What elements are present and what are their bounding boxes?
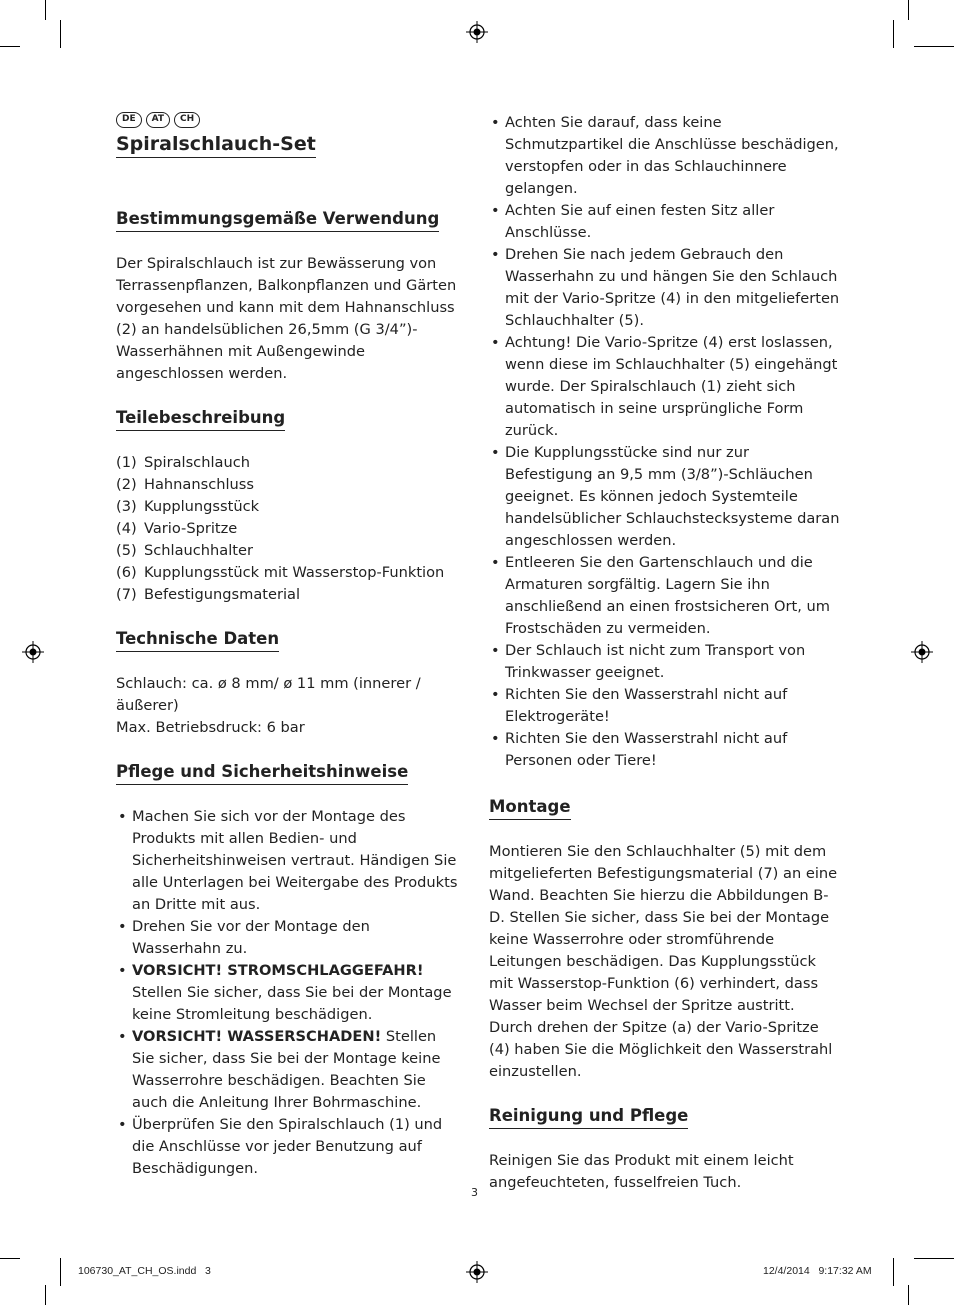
cleaning-text: Reinigen Sie das Produkt mit einem leicht angefeuchteten, fusselfreien Tuch. <box>489 1152 794 1191</box>
bullet-text: Stellen Sie sicher, dass Sie bei der Montage keine Wasserrohre beschädigen. Beachten Sie auch die Anleitung Ihrer Bohrmaschine. <box>132 1028 441 1111</box>
part-number: (1) <box>116 454 137 471</box>
bullet-text: Machen Sie sich vor der Montage des Produkts mit allen Bedien- und Sicherheitshinweisen vertraut. Händigen Sie alle Unterlagen bei Weitergabe des Produkts an Dritte mit aus. <box>132 808 458 913</box>
bullet-text: Achten Sie auf einen festen Sitz aller Anschlüsse. <box>505 202 775 241</box>
bullet-text: Achten Sie darauf, dass keine Schmutzpartikel die Anschlüsse beschädigen, verstopfen oder in das Schlauchinnere gelangen. <box>505 114 839 197</box>
parts-list <box>116 452 461 606</box>
tech-hose-size: Schlauch: ca. ø 8 mm/ ø 11 mm (innerer / äußerer) <box>116 675 421 714</box>
bullet-text: Richten Sie den Wasserstrahl nicht auf Elektrogeräte! <box>505 686 788 725</box>
bullet-item <box>116 1026 461 1114</box>
part-label: Vario-Spritze <box>144 520 238 537</box>
bullet-text: Drehen Sie vor der Montage den Wasserhahn zu. <box>132 918 370 957</box>
part-number: (2) <box>116 476 137 493</box>
care-list-left <box>116 806 461 1180</box>
usage-text: Der Spiralschlauch ist zur Bewässerung von Terrassenpflanzen, Balkonpflanzen und Gärten vorgesehen und kann mit dem Hahnanschluss (2) an handelsüblichen 26,5mm (G 3/4”)-Wasserhähnen mit Außengewinde angeschlossen werden. <box>116 255 457 382</box>
page-number: 3 <box>471 1186 478 1199</box>
registration-mark-icon <box>466 21 488 43</box>
bullet-text: Drehen Sie nach jedem Gebrauch den Wasserhahn zu und hängen Sie den Schlauch mit der Vario-Spritze (4) in den mitgelieferten Schlauchhalter (5). <box>505 246 840 329</box>
right-column <box>489 112 841 1216</box>
part-label: Schlauchhalter <box>144 542 254 559</box>
part-number: (6) <box>116 564 137 581</box>
warning-label: VORSICHT! WASSERSCHADEN! <box>132 1028 382 1045</box>
bullet-item <box>116 916 461 960</box>
bullet-text: Entleeren Sie den Gartenschlauch und die Armaturen sorgfältig. Lagern Sie ihn anschließend an einen frostsicheren Ort, um Frostschäden zu vermeiden. <box>505 554 830 637</box>
crop-mark <box>60 1258 61 1286</box>
left-column <box>116 112 461 1202</box>
crop-mark <box>0 1258 20 1259</box>
country-badge-ch: CH <box>174 112 200 128</box>
parts-list-item <box>116 584 461 606</box>
crop-mark <box>893 20 894 48</box>
bullet-item <box>489 332 841 442</box>
registration-mark-icon <box>911 641 933 663</box>
crop-mark <box>914 1258 954 1259</box>
heading-tech: Technische Daten <box>116 628 279 652</box>
footer-timestamp: 12/4/2014 9:17:32 AM <box>763 1265 872 1277</box>
bullet-text: Achtung! Die Vario-Spritze (4) erst loslassen, wenn diese im Schlauchhalter (5) eingehängt wurde. Der Spiralschlauch (1) zieht sich automatisch in seine ursprüngliche Form zurück. <box>505 334 838 439</box>
parts-list-item <box>116 562 461 584</box>
crop-mark <box>893 1258 894 1286</box>
heading-cleaning: Reinigung und Pflege <box>489 1105 688 1129</box>
parts-list-item <box>116 540 461 562</box>
crop-mark <box>60 20 61 48</box>
part-label: Kupplungsstück mit Wasserstop-Funktion <box>144 564 445 581</box>
part-number: (3) <box>116 498 137 515</box>
bullet-text: Der Schlauch ist nicht zum Transport von Trinkwasser geeignet. <box>505 642 806 681</box>
parts-list-item <box>116 452 461 474</box>
part-number: (7) <box>116 586 137 603</box>
bullet-item <box>116 960 461 1026</box>
crop-mark <box>908 0 909 20</box>
parts-list-item <box>116 496 461 518</box>
bullet-item <box>116 806 461 916</box>
footer-file-info: 106730_AT_CH_OS.indd 3 <box>78 1265 211 1277</box>
part-number: (5) <box>116 542 137 559</box>
bullet-item <box>489 112 841 200</box>
part-label: Hahnanschluss <box>144 476 254 493</box>
bullet-item <box>489 442 841 552</box>
country-badge-de: DE <box>116 112 142 128</box>
heading-usage: Bestimmungsgemäße Verwendung <box>116 208 439 232</box>
part-number: (4) <box>116 520 137 537</box>
bullet-item <box>489 200 841 244</box>
crop-mark <box>45 0 46 20</box>
bullet-item <box>489 552 841 640</box>
document-title: Spiralschlauch-Set <box>116 132 316 158</box>
bullet-text: Die Kupplungsstücke sind nur zur Befestigung an 9,5 mm (3/8”)-Schläuchen geeignet. Es können jedoch Systemteile handelsüblicher Schlauchstecksysteme daran angeschlossen werden. <box>505 444 840 549</box>
part-label: Spiralschlauch <box>144 454 250 471</box>
parts-list-item <box>116 518 461 540</box>
bullet-text: Überprüfen Sie den Spiralschlauch (1) und die Anschlüsse vor jeder Benutzung auf Beschädigungen. <box>132 1116 443 1177</box>
bullet-item <box>489 684 841 728</box>
bullet-item <box>489 244 841 332</box>
warning-label: VORSICHT! STROMSCHLAGGEFAHR! <box>132 962 424 979</box>
bullet-item <box>489 728 841 772</box>
crop-mark <box>45 1285 46 1305</box>
heading-mounting: Montage <box>489 796 571 820</box>
parts-list-item <box>116 474 461 496</box>
tech-max-pressure: Max. Betriebsdruck: 6 bar <box>116 719 305 736</box>
registration-mark-icon <box>466 1261 488 1283</box>
bullet-text: Richten Sie den Wasserstrahl nicht auf Personen oder Tiere! <box>505 730 788 769</box>
bullet-item <box>489 640 841 684</box>
tech-text <box>116 673 461 739</box>
heading-care: Pflege und Sicherheitshinweise <box>116 761 408 785</box>
crop-mark <box>914 46 954 47</box>
bullet-text: Stellen Sie sicher, dass Sie bei der Montage keine Stromleitung beschädigen. <box>132 984 452 1023</box>
part-label: Befestigungsmaterial <box>144 586 301 603</box>
mounting-text: Montieren Sie den Schlauchhalter (5) mit dem mitgelieferten Befestigungsmaterial (7) an eine Wand. Beachten Sie hierzu die Abbildungen B-D. Stellen Sie sicher, dass Sie bei der Montage keine Wasserrohre oder stromführende Leitungen beschädigen. Das Kupplungsstück mit Wasserstop-Funktion (6) verhindert, dass Wasser beim Wechsel der Spritze austritt. Durch drehen der Spitze (a) der Vario-Spritze (4) haben Sie die Möglichkeit den Wasserstrahl einzustellen. <box>489 843 838 1080</box>
care-list-right <box>489 112 841 772</box>
country-tags <box>116 112 461 128</box>
part-label: Kupplungsstück <box>144 498 260 515</box>
heading-parts: Teilebeschreibung <box>116 407 285 431</box>
country-badge-at: AT <box>146 112 170 128</box>
crop-mark <box>908 1285 909 1305</box>
registration-mark-icon <box>22 641 44 663</box>
bullet-item <box>116 1114 461 1180</box>
crop-mark <box>0 46 20 47</box>
